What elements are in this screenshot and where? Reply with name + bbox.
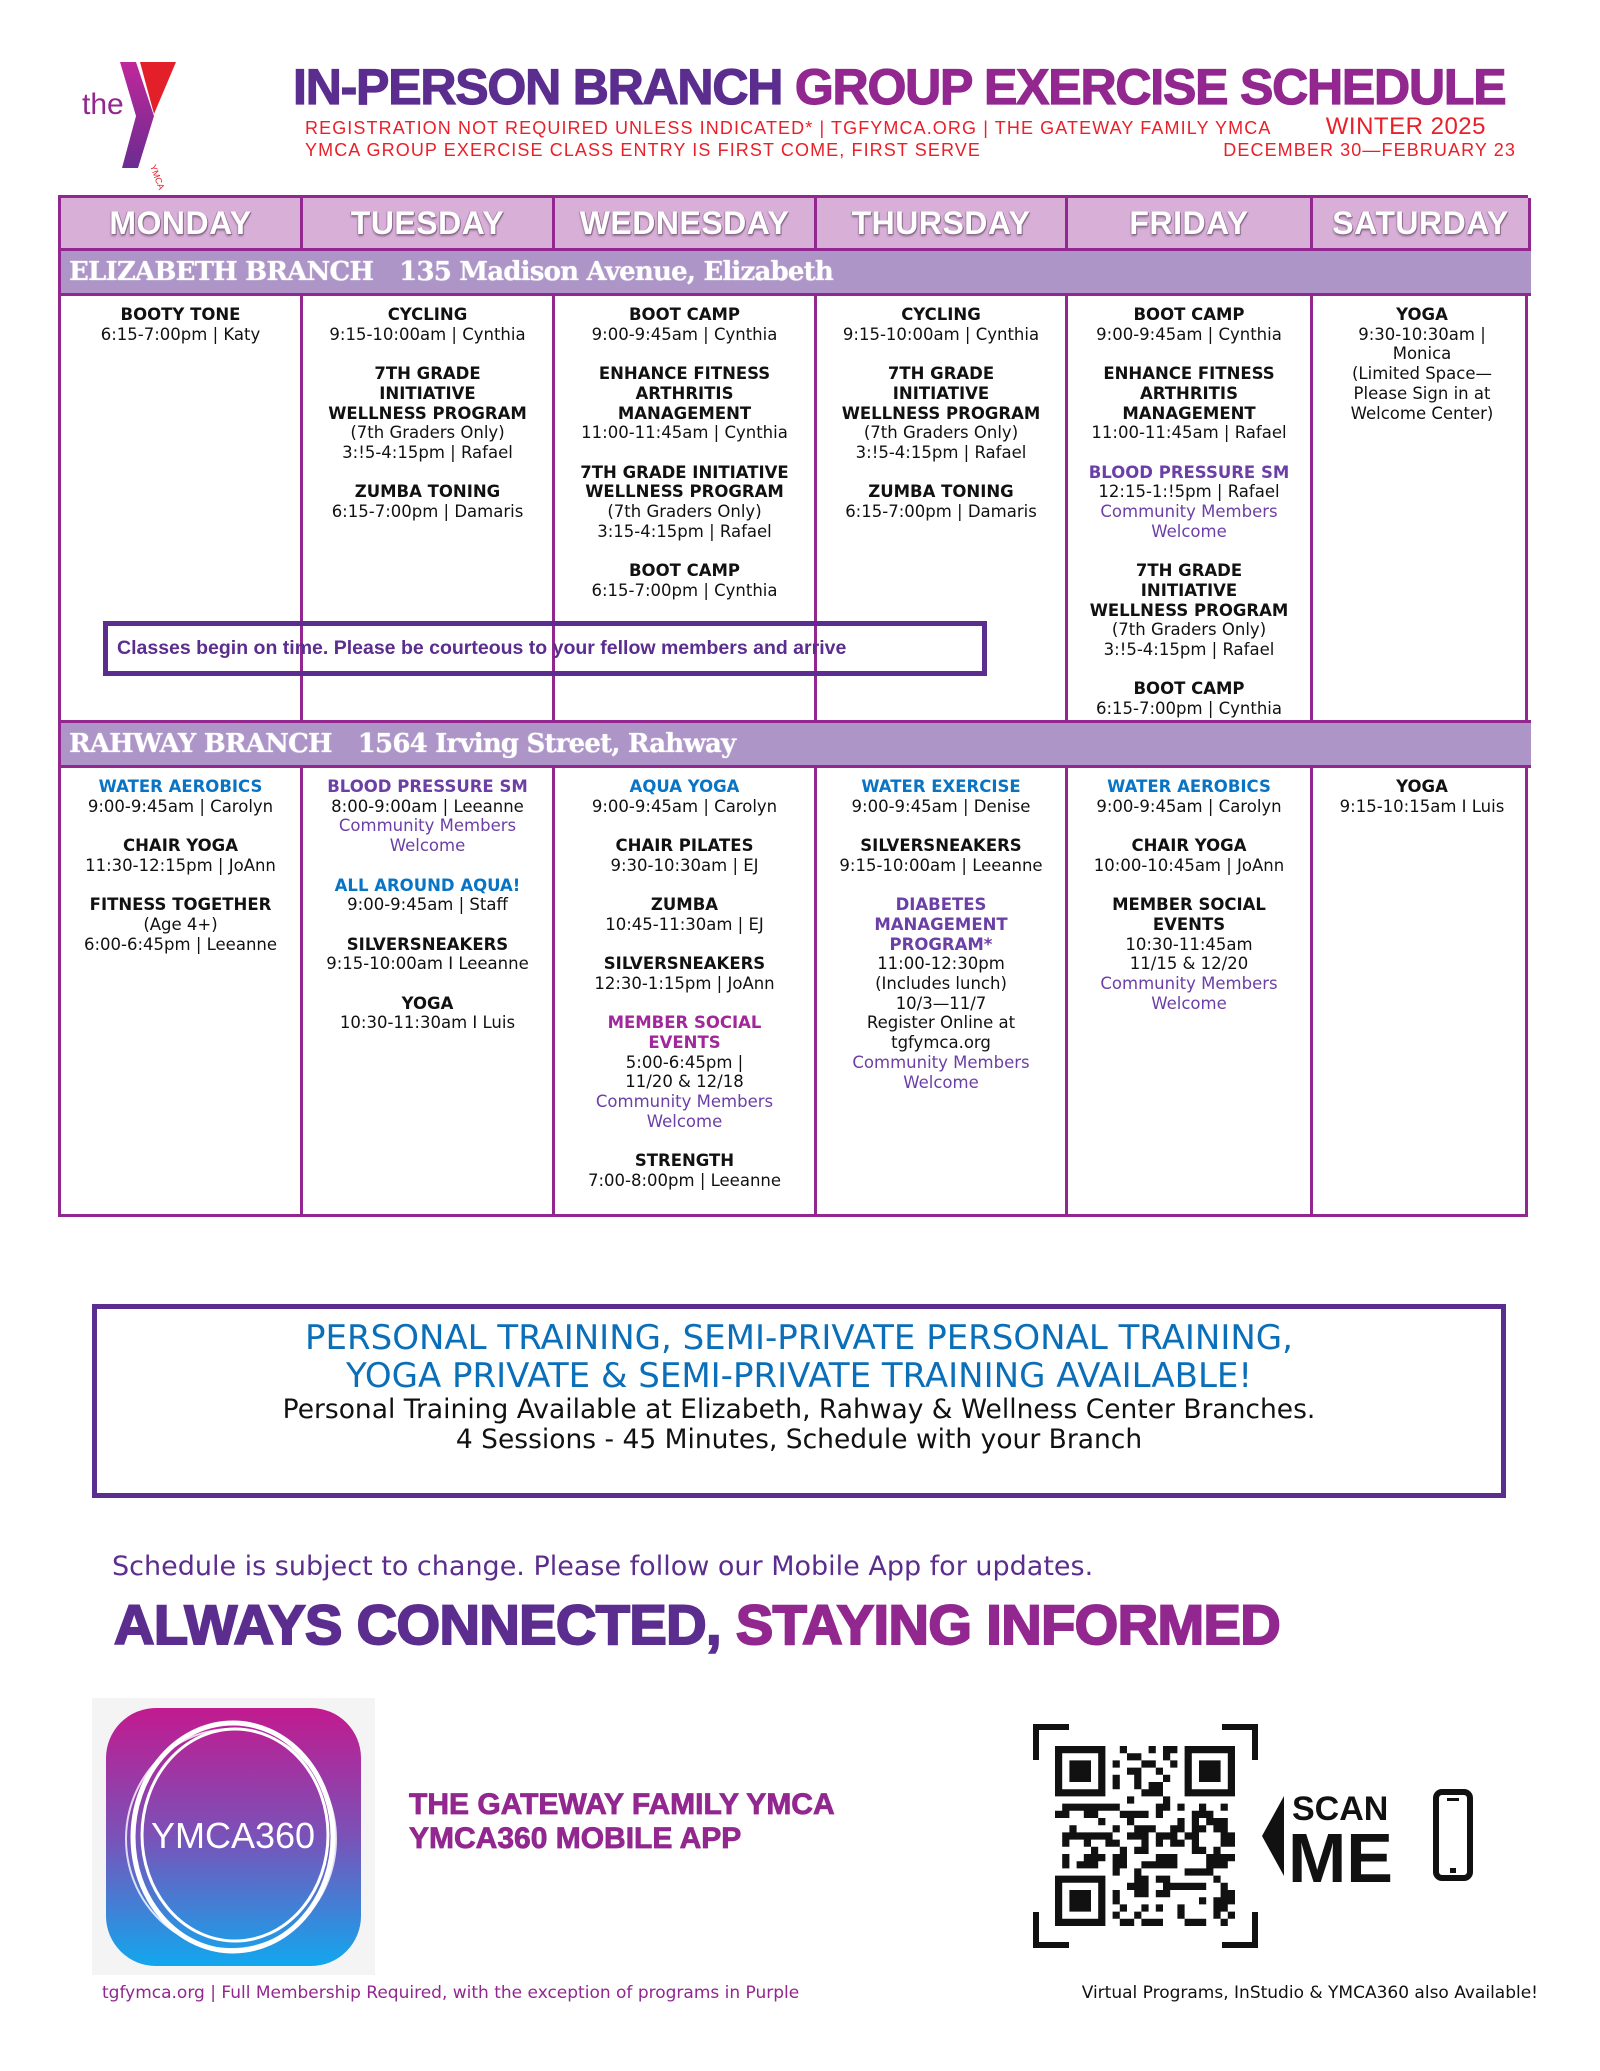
class-title: WATER AEROBICS <box>1107 777 1271 796</box>
class-title: WELLNESS PROGRAM <box>1089 600 1289 620</box>
class-entry <box>817 777 1065 816</box>
class-detail: 9:15-10:00am | Leeanne <box>839 855 1043 875</box>
class-detail: 6:15-7:00pm | Damaris <box>845 502 1037 521</box>
schedule-cell-tuesday <box>303 768 555 1214</box>
class-title: YOGA <box>401 993 454 1013</box>
schedule-cell-friday <box>1068 768 1313 1214</box>
class-title: BOOT CAMP <box>1133 679 1245 699</box>
community-note: Welcome <box>903 1072 979 1092</box>
svg-text:the: the <box>82 88 124 121</box>
class-title: BOOT CAMP <box>628 561 741 581</box>
class-title: CHAIR PILATES <box>615 836 754 856</box>
app-promo-text <box>409 1788 835 1856</box>
branch-band-elizabeth <box>61 251 1531 296</box>
class-title: SILVERSNEAKERS <box>346 934 509 954</box>
scan-label: SCAN <box>1292 1790 1389 1828</box>
class-entry <box>1068 364 1310 443</box>
me-label: ME <box>1288 1819 1393 1897</box>
branch-name: RAHWAY BRANCH <box>69 729 332 759</box>
class-entry <box>555 777 814 816</box>
class-entry <box>555 836 814 875</box>
class-entry <box>303 994 552 1033</box>
schedule-change-note: Schedule is subject to change. Please follow our Mobile App for updates. <box>112 1551 1094 1582</box>
heading-part-1: ALWAYS CONNECTED, <box>114 1593 721 1656</box>
class-detail: Register Online at <box>866 1013 1016 1033</box>
class-title: EVENTS <box>1152 914 1226 934</box>
class-entry <box>303 777 552 856</box>
class-title: CYCLING <box>387 305 468 324</box>
personal-training-box <box>92 1304 1506 1498</box>
class-detail: 10:00-10:45am | JoAnn <box>1093 855 1285 875</box>
class-entry <box>61 836 300 875</box>
class-title: AQUA YOGA <box>629 777 740 796</box>
class-title: INITIATIVE <box>1140 580 1238 600</box>
ymca-logo <box>80 58 230 192</box>
class-detail: 6:00-6:45pm | Leeanne <box>83 934 278 954</box>
app-promo-line-2: YMCA360 MOBILE APP <box>409 1822 742 1855</box>
class-entry <box>61 777 300 816</box>
branch-address: 135 Madison Avenue, Elizabeth <box>399 257 833 287</box>
class-title: WELLNESS PROGRAM <box>585 482 784 502</box>
class-entry <box>555 895 814 934</box>
app-icon-label: YMCA360 <box>150 1815 316 1856</box>
community-note: Welcome <box>389 836 466 856</box>
class-detail: 9:00-9:45am | Cynthia <box>591 324 778 344</box>
class-detail: (Limited Space— <box>1352 364 1492 384</box>
date-range: DECEMBER 30—FEBRUARY 23 <box>1223 140 1516 160</box>
class-detail: 9:00-9:45am | Carolyn <box>87 796 274 816</box>
ymca360-app-icon <box>92 1698 375 1975</box>
class-title: INITIATIVE <box>379 383 476 403</box>
class-detail: 9:30-10:30am | EJ <box>610 855 759 875</box>
class-title: BOOT CAMP <box>628 305 741 324</box>
class-title: MEMBER SOCIAL <box>607 1013 762 1033</box>
training-headline-2: YOGA PRIVATE & SEMI-PRIVATE TRAINING AVAILABLE! <box>345 1356 1253 1396</box>
schedule-cell-wednesday <box>555 768 817 1214</box>
class-title: MANAGEMENT <box>874 914 1008 934</box>
class-detail: 9:15-10:15am I Luis <box>1339 796 1505 816</box>
footer-virtual-note: Virtual Programs, InStudio & YMCA360 also Available! <box>1081 1983 1538 2003</box>
class-detail: (7th Graders Only) <box>863 423 1019 443</box>
class-detail: tgfymca.org <box>891 1033 991 1053</box>
day-header-tuesday: TUESDAY <box>303 198 555 251</box>
class-entry <box>817 305 1065 344</box>
class-title: INITIATIVE <box>892 383 990 403</box>
class-title: ARTHRITIS <box>635 383 734 403</box>
class-detail: 9:30-10:30am | <box>1358 324 1486 344</box>
branch-band-rahway <box>61 723 1531 768</box>
qr-code[interactable] <box>1033 1724 1258 1948</box>
class-title: BOOT CAMP <box>1133 305 1245 324</box>
class-title: WELLNESS PROGRAM <box>841 403 1041 423</box>
class-title: BOOTY TONE <box>120 305 241 324</box>
class-title: 7TH GRADE INITIATIVE <box>580 462 789 482</box>
schedule-table <box>58 195 1528 1217</box>
class-entry <box>1313 777 1531 816</box>
class-detail: 6:15-7:00pm | Katy <box>100 324 261 344</box>
class-title: ZUMBA TONING <box>354 482 501 502</box>
class-detail: 10:45-11:30am | EJ <box>605 914 764 934</box>
class-entry <box>1068 679 1310 718</box>
class-entry <box>555 1013 814 1131</box>
class-title: DIABETES <box>895 895 987 915</box>
class-entry <box>555 463 814 542</box>
class-title: ENHANCE FITNESS <box>598 364 771 384</box>
always-connected-heading <box>114 1594 1280 1656</box>
class-title: ENHANCE FITNESS <box>1103 364 1275 384</box>
class-title: ARTHRITIS <box>1140 383 1238 403</box>
class-title: WATER AEROBICS <box>98 777 263 796</box>
class-entry <box>817 895 1065 1092</box>
class-title: BLOOD PRESSURE SM <box>327 777 528 796</box>
class-detail: (Includes lunch) <box>875 974 1007 993</box>
class-entry <box>555 364 814 443</box>
class-title: FITNESS TOGETHER <box>89 895 272 915</box>
class-title: MEMBER SOCIAL <box>1112 895 1266 915</box>
class-title: WELLNESS PROGRAM <box>328 403 527 423</box>
day-header-monday: MONDAY <box>61 198 303 251</box>
class-detail: 9:00-9:45am | Carolyn <box>1096 796 1282 816</box>
class-detail: (7th Graders Only) <box>607 502 762 521</box>
class-detail: 9:15-10:00am | Cynthia <box>329 324 526 344</box>
class-detail: 10:30-11:30am I Luis <box>339 1013 516 1033</box>
class-detail: 9:00-9:45am | Carolyn <box>591 796 778 816</box>
class-title: CHAIR YOGA <box>123 836 238 856</box>
class-entry <box>1313 305 1531 423</box>
subtitle-entry: YMCA GROUP EXERCISE CLASS ENTRY IS FIRST COME, FIRST SERVE <box>305 140 981 160</box>
class-title: ZUMBA <box>650 895 719 915</box>
class-title: YOGA <box>1396 305 1448 324</box>
season-label: WINTER 2025 <box>1325 113 1486 140</box>
page-title <box>293 59 1506 115</box>
community-note: Community Members <box>595 1092 774 1112</box>
day-header-friday: FRIDAY <box>1068 198 1313 251</box>
svg-text:YMCA: YMCA <box>148 163 167 192</box>
class-detail: 9:00-9:45am | Denise <box>851 796 1031 816</box>
app-promo-line-1: THE GATEWAY FAMILY YMCA <box>409 1788 835 1821</box>
class-entry <box>1068 561 1310 660</box>
class-entry <box>1068 777 1310 816</box>
class-title: SILVERSNEAKERS <box>603 954 766 974</box>
class-title: 7TH GRADE <box>1135 561 1243 581</box>
class-entry <box>303 482 552 521</box>
notice-text: Classes begin on time. Please be courteous to your fellow members and arrive <box>117 637 847 659</box>
day-header-thursday: THURSDAY <box>817 198 1068 251</box>
class-entry <box>1068 836 1310 875</box>
branch-name: ELIZABETH BRANCH <box>69 257 374 287</box>
heading-part-2: STAYING INFORMED <box>735 1593 1281 1656</box>
training-headline-1: PERSONAL TRAINING, SEMI-PRIVATE PERSONAL TRAINING, <box>305 1318 1293 1358</box>
class-title: PROGRAM* <box>889 934 993 954</box>
class-title: 7TH GRADE <box>374 364 481 384</box>
class-detail: 5:00-6:45pm | <box>625 1052 744 1072</box>
class-entry <box>1068 305 1310 344</box>
community-note: Welcome <box>1151 521 1227 541</box>
class-entry <box>303 364 552 463</box>
class-detail: 6:15-7:00pm | Cynthia <box>1095 699 1283 718</box>
class-entry <box>555 305 814 344</box>
class-detail: 11:00-11:45am | Cynthia <box>581 423 788 443</box>
class-detail: 10:30-11:45am <box>1125 934 1253 954</box>
class-entry <box>1068 463 1310 542</box>
class-detail: 6:15-7:00pm | Cynthia <box>591 580 778 600</box>
class-detail: 11:30-12:15pm | JoAnn <box>85 855 276 875</box>
community-note: Community Members <box>852 1052 1030 1072</box>
class-detail: 6:15-7:00pm | Damaris <box>331 502 524 521</box>
scan-me-graphic <box>1258 1786 1483 1897</box>
class-detail: 11/20 & 12/18 <box>625 1072 744 1092</box>
class-entry <box>817 364 1065 463</box>
title-part-2: GROUP EXERCISE SCHEDULE <box>794 59 1506 115</box>
branch-address: 1564 Irving Street, Rahway <box>357 729 736 759</box>
class-detail: 7:00-8:00pm | Leeanne <box>587 1170 782 1190</box>
arrow-icon <box>1262 1796 1284 1876</box>
class-title: ZUMBA TONING <box>868 482 1014 502</box>
class-entry <box>303 935 552 974</box>
class-entry <box>817 836 1065 875</box>
community-note: Welcome <box>646 1111 723 1131</box>
class-title: WATER EXERCISE <box>861 777 1021 796</box>
class-title: ALL AROUND AQUA! <box>334 875 521 895</box>
title-part-1: IN-PERSON BRANCH <box>293 59 783 115</box>
class-title: BLOOD PRESSURE SM <box>1088 462 1290 482</box>
class-entry <box>1068 895 1310 1013</box>
class-detail: 3:15-4:15pm | Rafael <box>597 521 772 541</box>
schedule-cell-friday <box>1068 296 1313 723</box>
class-title: CYCLING <box>901 305 981 324</box>
class-detail: 11:00-11:45am | Rafael <box>1091 423 1287 443</box>
community-note: Community Members <box>1100 974 1278 993</box>
class-detail: 9:15-10:00am | Cynthia <box>842 324 1040 344</box>
class-detail: 8:00-9:00am | Leeanne <box>331 796 524 816</box>
day-header-wednesday: WEDNESDAY <box>555 198 817 251</box>
class-detail: 12:15-1:!5pm | Rafael <box>1098 482 1280 502</box>
class-detail: Monica <box>1392 344 1452 364</box>
class-detail: (7th Graders Only) <box>350 423 505 443</box>
schedule-cell-monday <box>61 768 303 1214</box>
community-note: Community Members <box>1100 502 1278 521</box>
class-detail: (Age 4+) <box>143 914 218 934</box>
class-title: 7TH GRADE <box>887 364 995 384</box>
schedule-cell-saturday <box>1313 768 1531 1214</box>
class-entry <box>555 561 814 600</box>
class-detail: 12:30-1:15pm | JoAnn <box>594 973 775 993</box>
day-header-saturday: SATURDAY <box>1313 198 1531 251</box>
notice-box <box>103 621 987 676</box>
class-detail: 11/15 & 12/20 <box>1129 954 1249 974</box>
schedule-cell-thursday <box>817 768 1068 1214</box>
class-title: STRENGTH <box>634 1151 735 1171</box>
class-detail: 9:15-10:00am I Leeanne <box>326 954 529 974</box>
class-detail: 3:!5-4:15pm | Rafael <box>342 442 513 462</box>
class-entry <box>303 876 552 915</box>
class-detail: 11:00-12:30pm <box>877 954 1005 974</box>
class-entry <box>817 482 1065 521</box>
class-detail: Please Sign in at <box>1353 383 1491 403</box>
class-detail: Welcome Center) <box>1350 403 1494 423</box>
training-detail-1: Personal Training Available at Elizabeth, Rahway & Wellness Center Branches. <box>282 1394 1316 1425</box>
class-title: MANAGEMENT <box>617 403 752 423</box>
community-note: Community Members <box>338 816 517 836</box>
class-entry <box>555 954 814 993</box>
class-title: CHAIR YOGA <box>1131 836 1247 856</box>
footer-membership-note: tgfymca.org | Full Membership Required, with the exception of programs in Purple <box>102 1983 800 2003</box>
class-detail: 10/3—11/7 <box>895 993 987 1013</box>
class-entry <box>555 1151 814 1190</box>
training-detail-2: 4 Sessions - 45 Minutes, Schedule with your Branch <box>455 1424 1143 1455</box>
class-detail: 9:00-9:45am | Staff <box>347 895 508 915</box>
schedule-cell-saturday <box>1313 296 1531 723</box>
class-detail: 3:!5-4:15pm | Rafael <box>855 442 1027 462</box>
class-detail: 3:!5-4:15pm | Rafael <box>1103 639 1275 659</box>
class-entry <box>61 895 300 954</box>
class-title: EVENTS <box>648 1033 721 1053</box>
class-title: SILVERSNEAKERS <box>860 836 1022 856</box>
class-detail: (7th Graders Only) <box>1111 620 1267 640</box>
phone-icon <box>1436 1792 1470 1878</box>
subtitle-registration: REGISTRATION NOT REQUIRED UNLESS INDICATED* | TGFYMCA.ORG | THE GATEWAY FAMILY YMCA <box>305 118 1272 138</box>
community-note: Welcome <box>1151 993 1227 1013</box>
class-entry <box>303 305 552 344</box>
class-title: YOGA <box>1396 777 1448 796</box>
class-detail: 9:00-9:45am | Cynthia <box>1096 324 1282 344</box>
class-title: MANAGEMENT <box>1122 403 1256 423</box>
class-entry <box>61 305 300 344</box>
